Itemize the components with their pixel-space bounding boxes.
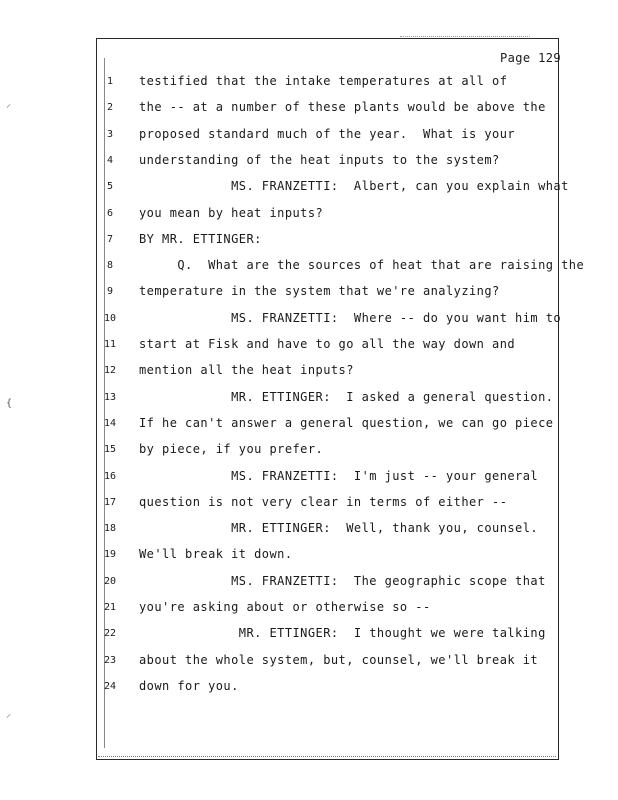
line-text: about the whole system, but, counsel, we'll break it bbox=[139, 652, 539, 667]
line-number: 24 bbox=[103, 680, 117, 692]
line-text: testified that the intake temperatures at all of bbox=[139, 74, 508, 88]
line-number: 6 bbox=[106, 207, 114, 219]
line-number: 12 bbox=[103, 365, 117, 377]
transcript-line bbox=[0, 572, 560, 592]
line-text: down for you. bbox=[139, 678, 239, 693]
line-number: 17 bbox=[103, 496, 117, 508]
transcript-line bbox=[0, 98, 560, 118]
line-text: MR. ETTINGER: Well, thank you, counsel. bbox=[139, 521, 539, 536]
line-number: 18 bbox=[103, 523, 117, 535]
line-text: by piece, if you prefer. bbox=[139, 442, 324, 457]
transcript-line bbox=[0, 598, 560, 618]
transcript-line bbox=[0, 282, 560, 302]
line-number: 11 bbox=[103, 339, 117, 350]
line-number: 15 bbox=[103, 444, 117, 456]
margin-tick-mark: { bbox=[6, 398, 13, 409]
line-text: question is not very clear in terms of either -- bbox=[139, 494, 508, 509]
line-number: 20 bbox=[103, 575, 117, 587]
line-number: 10 bbox=[103, 312, 117, 324]
transcript-line bbox=[0, 72, 560, 92]
transcript-line bbox=[0, 624, 560, 644]
line-text: the -- at a number of these plants would be above the bbox=[139, 100, 546, 115]
page-number: Page 129 bbox=[500, 51, 561, 65]
line-number: 5 bbox=[106, 181, 114, 193]
line-text: MS. FRANZETTI: The geographic scope that bbox=[139, 573, 546, 588]
line-text: MS. FRANZETTI: Where -- do you want him to bbox=[139, 310, 562, 325]
transcript-line bbox=[0, 309, 560, 329]
line-number: 16 bbox=[103, 470, 117, 482]
scan-artifact-bottom bbox=[98, 756, 556, 760]
line-number: 2 bbox=[106, 102, 114, 114]
line-number: 9 bbox=[106, 286, 114, 298]
line-text: Q. What are the sources of heat that are raising the bbox=[139, 258, 585, 273]
line-text: proposed standard much of the year. What is your bbox=[139, 126, 516, 141]
line-text: If he can't answer a general question, we can go piece bbox=[139, 415, 554, 430]
transcript-line bbox=[0, 204, 560, 224]
line-text: you mean by heat inputs? bbox=[139, 205, 324, 220]
transcript-line bbox=[0, 677, 560, 697]
transcript-line bbox=[0, 335, 560, 355]
transcript-line bbox=[0, 414, 560, 434]
line-number: 7 bbox=[106, 233, 114, 245]
transcript-line bbox=[0, 651, 560, 671]
line-text: BY MR. ETTINGER: bbox=[139, 231, 262, 246]
line-number: 19 bbox=[103, 549, 117, 561]
line-text: MS. FRANZETTI: I'm just -- your general bbox=[139, 468, 539, 483]
transcript-line bbox=[0, 361, 560, 381]
line-text: mention all the heat inputs? bbox=[139, 363, 354, 378]
line-number: 3 bbox=[106, 128, 114, 140]
transcript-line bbox=[0, 177, 569, 197]
line-number: 8 bbox=[106, 260, 114, 272]
transcript-line bbox=[0, 125, 560, 145]
transcript-line bbox=[0, 151, 560, 171]
line-text: MR. ETTINGER: I asked a general question. bbox=[139, 389, 554, 404]
transcript-line bbox=[0, 256, 585, 276]
margin-tick-mark: ⸝ bbox=[6, 709, 11, 720]
line-number: 1 bbox=[106, 76, 114, 87]
line-text: understanding of the heat inputs to the system? bbox=[139, 152, 500, 167]
line-number: 14 bbox=[103, 417, 117, 429]
transcript-line bbox=[0, 519, 560, 539]
transcript-line bbox=[0, 545, 560, 565]
line-text: MR. ETTINGER: I thought we were talking bbox=[139, 626, 546, 641]
transcript-line bbox=[0, 467, 560, 487]
transcript-line bbox=[0, 493, 560, 513]
transcript-line bbox=[0, 388, 560, 408]
line-text: temperature in the system that we're analyzing? bbox=[139, 284, 500, 299]
transcript-line bbox=[0, 440, 560, 460]
line-text: MS. FRANZETTI: Albert, can you explain what bbox=[139, 179, 569, 194]
line-number: 22 bbox=[103, 628, 117, 640]
transcript-line bbox=[0, 230, 560, 250]
line-text: We'll break it down. bbox=[139, 547, 293, 562]
line-text: you're asking about or otherwise so -- bbox=[139, 600, 431, 614]
line-text: start at Fisk and have to go all the way down and bbox=[139, 337, 516, 351]
line-number: 13 bbox=[103, 391, 117, 403]
line-number: 4 bbox=[106, 154, 114, 166]
line-number: 21 bbox=[103, 602, 117, 613]
margin-tick-mark: ⸝ bbox=[6, 99, 11, 110]
line-number: 23 bbox=[103, 654, 117, 666]
